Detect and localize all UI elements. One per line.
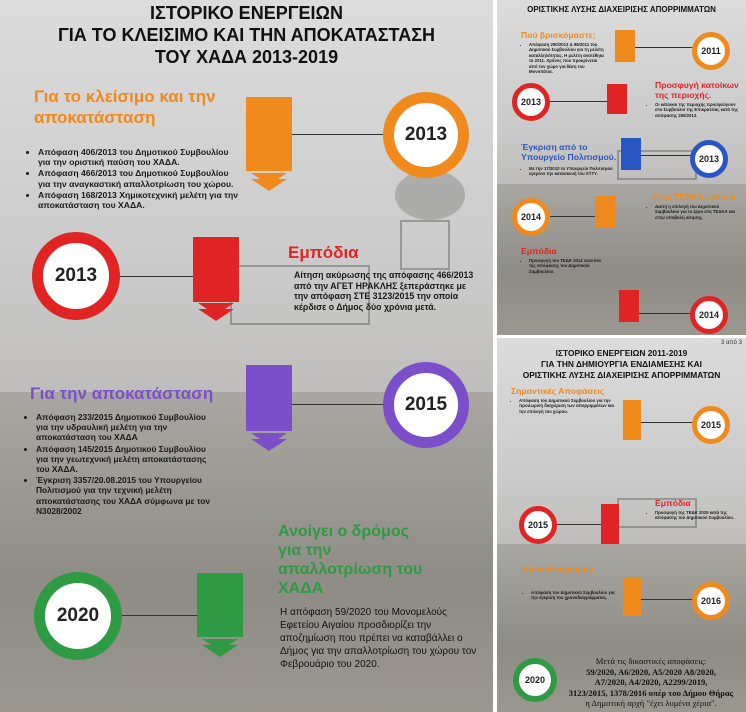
br-orange-bar-2 [623,578,641,616]
tr-list-1 [521,42,607,75]
top-right-panel [497,0,746,335]
tr-list-2 [647,102,739,119]
bottom-right-panel [497,338,746,712]
tr-heading-2: Προσφυγή κατοίκων της περιοχής. [655,80,739,100]
sec3-heading: Για την αποκατάσταση [30,384,214,403]
br-year-2: 2015 [527,520,549,530]
list-item: • Δεκτή η επιλογή του Δημοτικού Συμβουλίου για το έργο στη ΤΕΔΚΑ και στην υποβολή αίτησης. [655,204,739,220]
br-year-circle-2 [519,506,557,544]
sec1-heading-line-2: αποκατάσταση [34,108,156,127]
br-year-3: 2016 [700,596,722,606]
list-item: • Προσφυγή του ΤΕΔΚ 2014 εναντίον της απόφασης του Δημοτικού Συμβουλίου. [529,258,607,274]
tr-list-5 [521,258,607,275]
list-item: • Απόφαση του Δημοτικού Συμβουλίου για την προσωρινή διαχείριση των απορριμμάτων και την επιλογή του χώρου. [519,398,617,414]
tr-red-bar-2 [619,290,639,322]
tr-connector-3 [641,155,691,156]
tr-year-circle-4 [512,198,550,236]
sec2-text: Αίτηση ακύρωσης της απόφασης 466/2013 από την ΑΓΕΤ ΗΡΑΚΛΗΣ ξεπεράστηκε με την απόφαση ΣΤΕ 3123/2015 την οποία κέρδισε ο Δήμος δύο χρόνια μετά. [294,270,474,312]
sec3-chevrons [251,439,287,451]
br-red-bar [601,504,619,544]
sec4-heading-line-1: Ανοίγει ο δρόμος [278,523,409,540]
br-heading-1: Σημαντικές Αποφάσεις [511,386,605,396]
sec4-year-circle [34,572,122,660]
list-item: • Απόφαση 168/2013 Χημικοτεχνική μελέτη για την αποκατάσταση του ΧΑΔΑ. [38,190,243,210]
tr-year-3: 2013 [698,154,720,164]
tr-heading-4: Στην ΤΕΔΚΑ καθεται [653,192,736,202]
sec2-year-circle [32,232,120,320]
tr-heading-5: Εμπόδια [521,246,557,256]
page-number: 3 από 3 [721,340,742,346]
tr-list-4 [647,204,739,221]
list-item: • Προσφυγή της ΤΕΔΚ 2015 κατά της απόφασης του Δημοτικού Συμβουλίου. [655,510,739,521]
tr-year-circle-1 [692,32,730,70]
br-list-1 [511,398,617,415]
sec2-chevrons [198,309,234,321]
br-final-line-1: Μετά τις δικαστικές αποφάσεις: [595,656,707,666]
sec4-heading-line-2: για την [278,542,332,559]
tr-connector-2 [550,101,608,102]
sec2-connector [120,276,194,277]
list-item: • Απόφαση 233/2015 Δημοτικού Συμβουλίου για την υδραυλική μελέτη για την αποκατάσταση του ΧΑΔΑ [36,412,216,443]
tr-connector-4 [550,216,596,217]
sec3-year-circle [383,362,469,448]
br-list-3 [523,590,615,602]
list-item: • Απόφαση 406/2013 του Δημοτικού Συμβουλίου για την οριστική παύση του ΧΑΔΑ. [38,147,243,167]
list-item: • Με την 17/2010 το Υπουργείο Πολιτισμού εγκρίνει την κατασκευή του ΧΥΤΥ. [529,166,613,177]
sec4-green-bar [197,573,243,637]
br-year-1: 2015 [700,420,722,430]
tr-list-3 [521,166,613,178]
sec3-purple-bar [246,365,292,431]
sec4-chevrons [202,645,238,657]
sec3-year: 2015 [404,394,448,415]
tr-year-4: 2014 [520,212,542,222]
sec4-heading [278,522,422,598]
br-final-line-3: Α7/2020, Α4/2020, Α2299/2019, [594,677,708,688]
main-title-line-1: ΙΣΤΟΡΙΚΟ ΕΝΕΡΓΕΙΩΝ [150,3,343,23]
sec1-chevrons [251,179,287,191]
sec1-heading [34,86,216,128]
tr-connector-1 [635,47,693,48]
sec1-heading-line-1: Για το κλείσιμο και την [34,87,216,106]
tr-blue-bar [621,138,641,170]
sec3-list [26,412,216,517]
sec2-heading: Εμπόδια [288,243,359,262]
br-list-2 [647,510,739,522]
br-heading-2: Εμπόδια [655,498,691,508]
list-item: • Απόφαση 145/2015 Δημοτικού Συμβουλίου για την γεωτεχνική μελέτη αποκατάστασης του ΧΑΔΑ. [36,444,216,475]
br-title-line-2: ΓΙΑ ΤΗΝ ΔΗΜΙΟΥΡΓΙΑ ΕΝΔΙΑΜΕΣΗΣ ΚΑΙ [541,359,702,369]
tr-year-circle-5 [690,296,728,334]
br-final-text [559,656,743,709]
tr-year-1: 2011 [701,46,721,56]
br-title [497,348,746,381]
list-item: • Οι κάτοικοι της περιοχής προσφεύγουν στο Συμβούλιο της Επικρατείας κατά της απόφασης 290/2013. [655,102,739,118]
tr-year-2: 2013 [520,97,542,107]
background-building [400,220,450,270]
sec1-orange-bar [246,97,292,171]
br-year-4: 2020 [524,675,546,685]
br-connector-3 [641,599,693,600]
br-title-line-1: ΙΣΤΟΡΙΚΟ ΕΝΕΡΓΕΙΩΝ 2011-2019 [555,348,688,358]
tr-connector-5 [639,313,691,314]
tr-orange-bar-2 [595,196,615,228]
br-final-line-5: η Δημοτική αρχή "έχει λυμένα χέρια". [585,698,717,709]
sec4-heading-line-4: ΧΑΔΑ [278,580,324,597]
tr-year-circle-3 [690,140,728,178]
main-title-line-3: ΤΟΥ ΧΑΔΑ 2013-2019 [154,47,339,67]
tr-year-circle-2 [512,83,550,121]
sec3-connector [292,404,384,405]
sec4-text: Η απόφαση 59/2020 του Μονομελούς Εφετείου Αιγαίου προσδιορίζει την αποζημίωση που πρέπει να καταβάλλει ο Δήμος για την απαλλοτρίωση του χώρου τον Φεβρουάριο του 2020. [280,607,477,670]
list-item: • Έγκριση 3357/20.08.2015 του Υπουργείου Πολιτισμού για την τεχνική μελέτη αποκατάστασης του ΧΑΔΑ σύμφωνα με τον Ν3028/2002 [36,475,216,516]
sec1-connector [292,134,384,135]
sec1-year-circle [383,92,469,178]
br-orange-bar-1 [623,400,641,440]
br-title-line-3: ΟΡΙΣΤΙΚΗΣ ΛΥΣΗΣ ΔΙΑΧΕΙΡΙΣΗΣ ΑΠΟΡΡΙΜΜΑΤΩΝ [522,370,721,380]
sec4-connector [122,615,198,616]
tr-heading-3: Έγκριση από το Υπουργείο Πολιτισμού. [521,142,617,162]
sec2-year: 2013 [54,265,98,286]
sec1-year: 2013 [404,124,448,145]
main-title [0,2,493,68]
br-year-circle-3 [692,582,730,620]
sec1-list [28,147,243,211]
tr-title: ΟΡΙΣΤΙΚΗΣ ΛΥΣΗΣ ΔΙΑΧΕΙΡΙΣΗΣ ΑΠΟΡΡΙΜΜΑΤΩΝ [527,5,716,14]
sec4-year: 2020 [56,605,100,626]
sec2-red-bar [193,237,239,302]
tr-year-5: 2014 [698,310,720,320]
tr-red-bar-1 [607,84,627,114]
br-connector-1 [641,422,693,423]
tr-orange-bar-1 [615,30,635,62]
br-year-circle-1 [692,406,730,444]
br-final-line-4: 3123/2015, 1378/2016 υπέρ του Δήμου Θήρας [568,687,734,698]
sec4-heading-line-3: απαλλοτρίωση του [278,561,423,578]
list-item: • Απόφαση 466/2013 του Δημοτικού Συμβουλίου για την αναγκαστική απαλλοτρίωση του χώρου. [38,168,243,188]
br-final-line-2: 59/2020, Α6/2020, Α5/2020 Α8/2020, [586,666,716,677]
br-year-circle-4 [513,658,557,702]
list-item: • Απόφαση του Δημοτικού Συμβουλίου για την έγκριση του χρονοδιαγράμματος. [531,590,615,601]
list-item: • Απόφαση 290/2013 & 98/2011 του Δημοτικού Συμβουλίου για τη μελέτη καταλληλότητας. Η μελέτη ανατέθηκε το 2011. Χρόνος που προκρίνεται από τον χώρο για θέση του Μονοπάτια. [529,42,607,74]
br-heading-3: Χρονοδιάγραμμα [523,564,594,574]
br-connector-2 [557,524,603,525]
main-title-line-2: ΓΙΑ ΤΟ ΚΛΕΙΣΙΜΟ ΚΑΙ ΤΗΝ ΑΠΟΚΑΤΑΣΤΑΣΗ [57,25,436,45]
tr-heading-1: Πού βρισκόμαστε; [521,30,596,40]
